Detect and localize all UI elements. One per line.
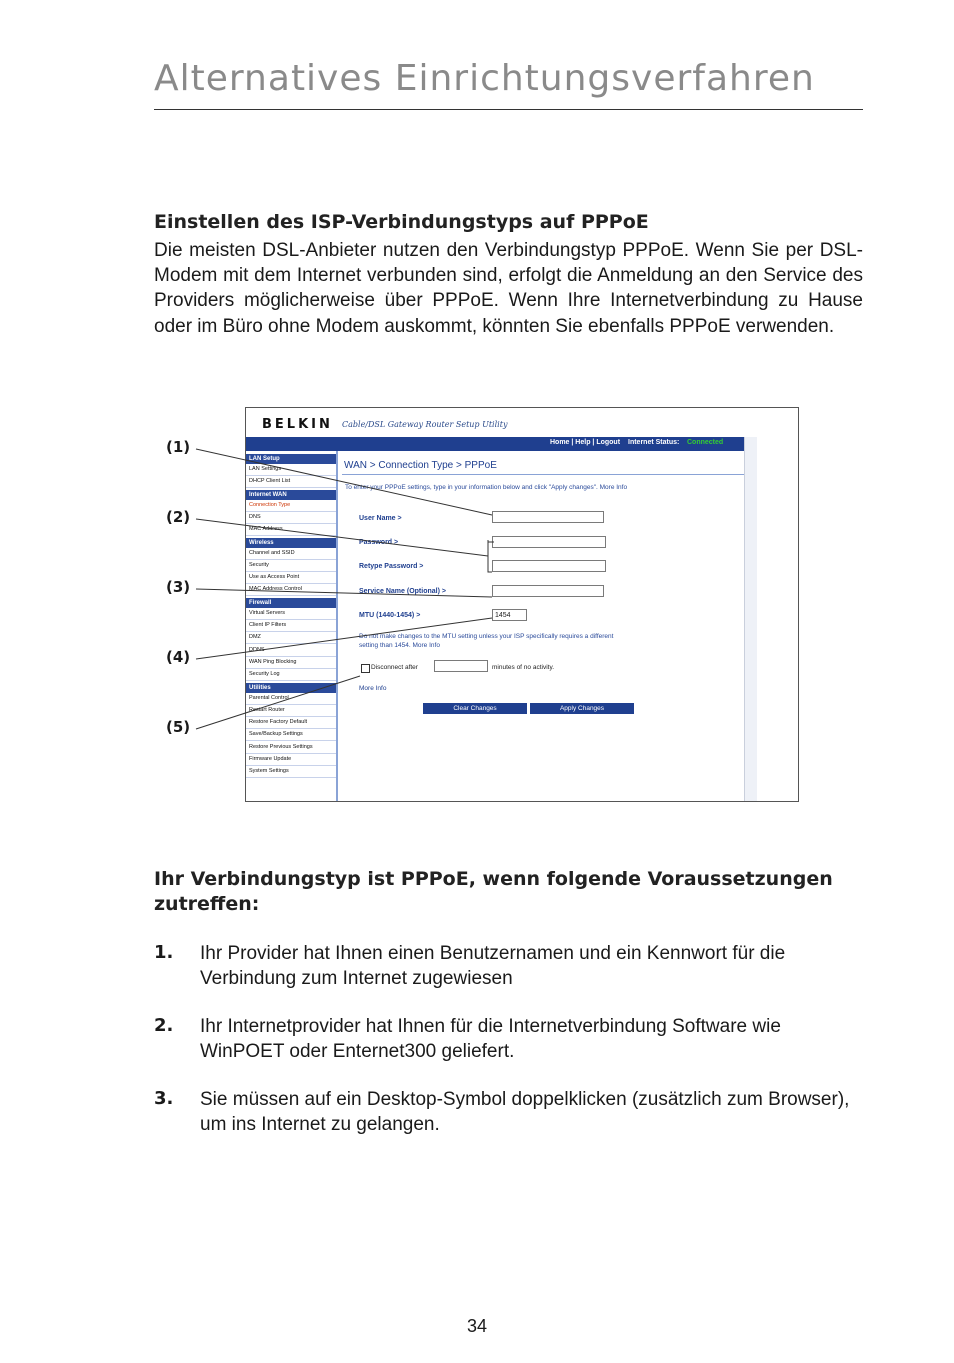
sidebar-item[interactable]: Security	[249, 561, 269, 568]
apply-changes-button[interactable]: Apply Changes	[530, 703, 634, 714]
sidebar-item[interactable]: Restart Router	[249, 706, 285, 713]
sidebar-divider	[246, 475, 336, 476]
sidebar-item[interactable]: DNS	[249, 513, 261, 520]
sidebar-divider	[246, 740, 336, 741]
disconnect-label: Disconnect after	[371, 664, 418, 671]
sidebar-divider	[246, 559, 336, 560]
sidebar-item[interactable]: Security Log	[249, 671, 280, 678]
sidebar-divider	[246, 571, 336, 572]
sidebar-item[interactable]: Restore Previous Settings	[249, 743, 313, 750]
sidebar-divider	[246, 704, 336, 705]
more-info-link[interactable]: More Info	[359, 685, 387, 692]
sidebar-divider	[246, 728, 336, 729]
sidebar-divider	[246, 656, 336, 657]
sidebar-item[interactable]: Save/Backup Settings	[249, 731, 303, 738]
mtu-note-line2: setting than 1454. More Info	[359, 642, 440, 649]
sidebar-item[interactable]: DDNS	[249, 646, 265, 653]
sidebar-item[interactable]: Client IP Filters	[249, 622, 287, 628]
sidebar-divider	[246, 631, 336, 632]
retype-password-input[interactable]	[492, 560, 606, 572]
sidebar-section-heading: Wireless	[246, 538, 336, 548]
callout-5: (5)	[166, 718, 191, 736]
instructions-text: To enter your PPPoE settings, type in your information below and click "Apply changes". More Info	[345, 484, 628, 491]
belkin-logo: BELKIN	[262, 417, 333, 432]
disconnect-suffix: minutes of no activity.	[492, 664, 555, 671]
list-item-3: Sie müssen auf ein Desktop-Symbol doppelklicken (zusätzlich zum Browser), um ins Internet zu gelangen.	[200, 1089, 850, 1135]
sidebar-divider	[246, 753, 336, 754]
sidebar-item[interactable]: DHCP Client List	[249, 478, 291, 485]
service-name-label: Service Name (Optional) >	[359, 588, 446, 595]
main-divider	[342, 474, 744, 475]
mtu-input[interactable]: 1454	[492, 609, 527, 621]
top-nav-links[interactable]: Home | Help | Logout	[550, 439, 621, 446]
user-name-input[interactable]	[492, 511, 604, 523]
internet-status-value: Connected	[687, 439, 724, 446]
sidebar-item[interactable]: MAC Address Control	[249, 586, 302, 593]
sidebar-item[interactable]: DMZ	[249, 634, 261, 641]
sidebar-item[interactable]: System Settings	[249, 768, 289, 775]
section2-heading: Ihr Verbindungstyp ist PPPoE, wenn folgende Voraussetzungen zutreffen:	[154, 868, 833, 915]
password-input[interactable]	[492, 536, 606, 548]
sidebar-item[interactable]: LAN Settings	[249, 466, 282, 472]
sidebar-divider	[246, 535, 336, 536]
service-name-input[interactable]	[492, 585, 604, 597]
callout-1: (1)	[166, 438, 191, 456]
sidebar-divider	[246, 595, 336, 596]
sidebar-item[interactable]: Use as Access Point	[249, 574, 300, 581]
sidebar-divider	[246, 619, 336, 620]
sidebar-item[interactable]: Virtual Servers	[249, 609, 285, 616]
sidebar-divider	[246, 716, 336, 717]
list-number-1: 1.	[154, 942, 174, 963]
title-rule	[154, 109, 863, 110]
list-number-3: 3.	[154, 1088, 174, 1109]
sidebar-item[interactable]: Connection Type	[249, 501, 291, 508]
sidebar-section-heading: Firewall	[246, 598, 336, 608]
sidebar-divider	[246, 765, 336, 766]
sidebar-item[interactable]: Channel and SSID	[249, 549, 295, 556]
sidebar-divider	[246, 583, 336, 584]
retype-password-label: Retype Password >	[359, 563, 424, 570]
disconnect-minutes-input[interactable]	[434, 660, 488, 672]
sidebar-divider	[246, 511, 336, 512]
router-screenshot	[245, 407, 799, 802]
sidebar-nav	[246, 451, 338, 801]
sidebar-divider	[246, 487, 336, 488]
internet-status-label: Internet Status:	[628, 439, 680, 446]
password-label: Password >	[359, 539, 399, 546]
page-number: 34	[466, 1316, 488, 1336]
section1-heading: Einstellen des ISP-Verbindungstyps auf PPPoE	[154, 211, 649, 233]
callout-2: (2)	[166, 508, 191, 526]
clear-changes-button[interactable]: Clear Changes	[423, 703, 527, 714]
sidebar-divider	[246, 668, 336, 669]
sidebar-divider	[246, 523, 336, 524]
section1-body: Die meisten DSL-Anbieter nutzen den Verbindungstyp PPPoE. Wenn Sie per DSL-Modem mit dem Internet verbunden sind, erfolgt die Anmeldung an den Service des Providers möglicherweise über PPPoE. Wenn Ihre Internetverbindung zu Hause oder im Büro ohne Modem auskommt, könnten Sie ebenfalls PPPoE verwenden.	[154, 240, 863, 337]
disconnect-checkbox[interactable]	[361, 664, 370, 673]
top-nav-bar	[246, 437, 744, 451]
callout-3: (3)	[166, 578, 191, 596]
callout-4: (4)	[166, 648, 191, 666]
sidebar-divider	[246, 643, 336, 644]
mtu-note-line1: Do not make changes to the MTU setting unless your ISP specifically requires a different	[359, 633, 614, 640]
page-title: Alternatives Einrichtungsverfahren	[154, 58, 815, 99]
sidebar-item[interactable]: Restore Factory Default	[249, 719, 308, 726]
main-breadcrumb-title: WAN > Connection Type > PPPoE	[344, 460, 497, 471]
list-item-2: Ihr Internetprovider hat Ihnen für die Internetverbindung Software wie WinPOET oder Enternet300 geliefert.	[200, 1016, 781, 1062]
sidebar-item[interactable]: MAC Address	[249, 526, 283, 533]
list-number-2: 2.	[154, 1015, 174, 1036]
sidebar-section-heading: LAN Setup	[246, 454, 336, 464]
sidebar-section-heading: Utilities	[246, 683, 336, 693]
sidebar-item[interactable]: Parental Control	[249, 694, 289, 701]
sidebar-item[interactable]: Firmware Update	[249, 756, 292, 762]
sidebar-divider	[246, 777, 336, 778]
list-item-1: Ihr Provider hat Ihnen einen Benutzernamen und ein Kennwort für die Verbindung zum Internet zugewiesen	[200, 943, 786, 989]
sidebar-item[interactable]: WAN Ping Blocking	[249, 658, 297, 665]
mtu-label: MTU (1440-1454) >	[359, 612, 421, 619]
sidebar-section-heading: Internet WAN	[246, 490, 336, 500]
brand-subtitle: Cable/DSL Gateway Router Setup Utility	[342, 420, 508, 429]
sidebar-divider	[246, 680, 336, 681]
user-name-label: User Name >	[359, 515, 402, 522]
scrollbar[interactable]	[744, 437, 757, 801]
